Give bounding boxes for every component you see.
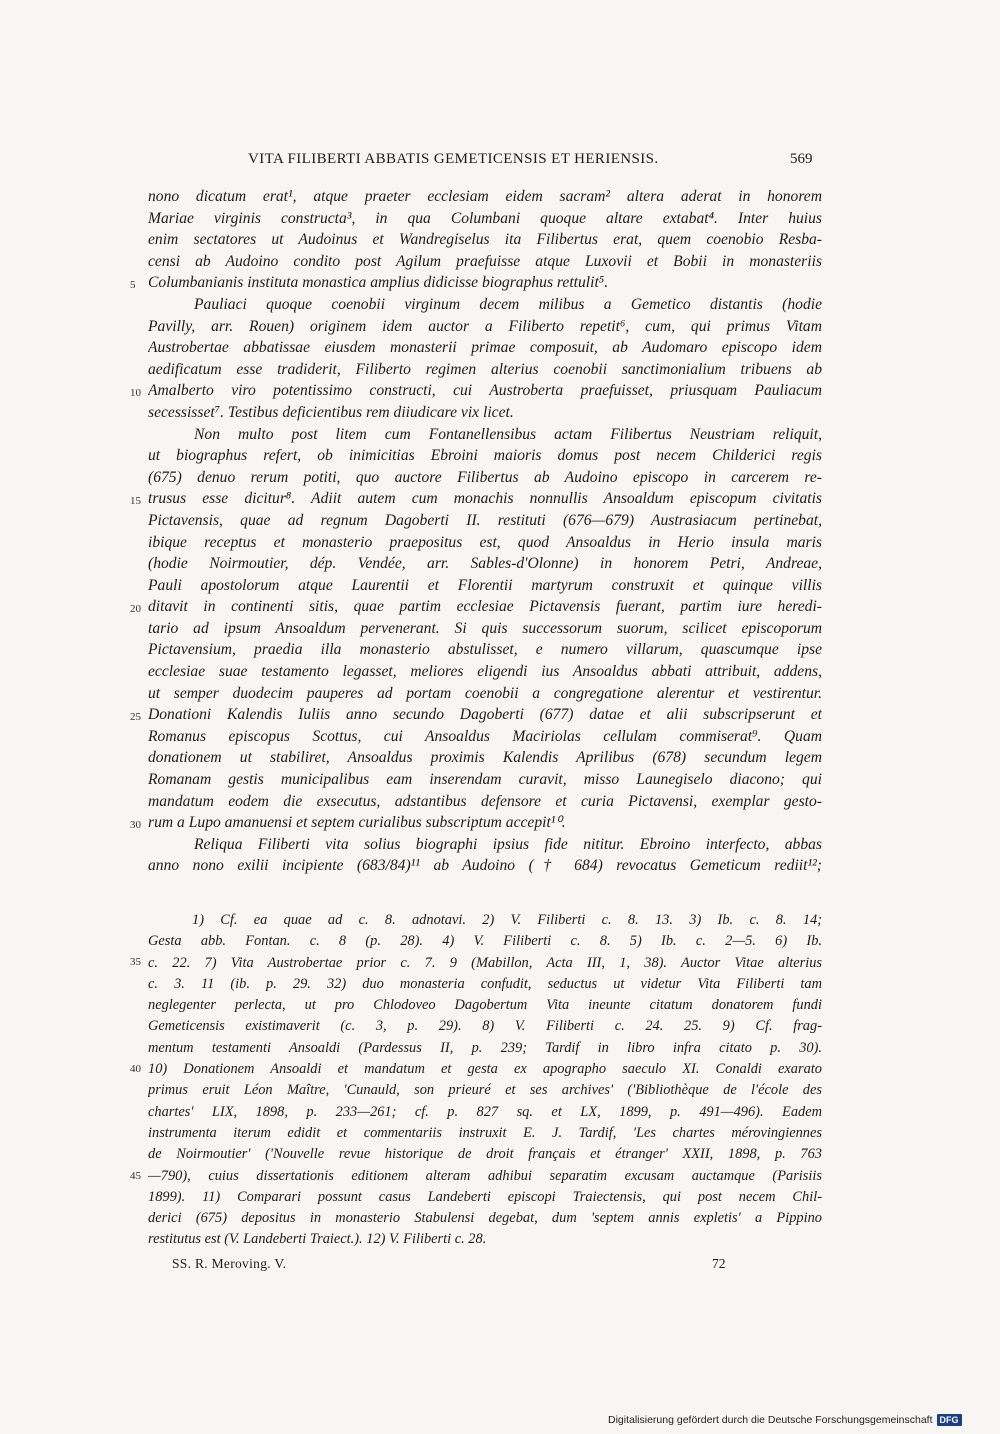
- text-line: donationem ut stabiliret, Ansoaldus proximis Kalendis Aprilibus (678) secundum legem: [148, 749, 822, 767]
- footnote-line: —790), cuius dissertationis editionem alteram adhibui separatim excusam auctamque (Parisiis: [148, 1167, 822, 1184]
- line-number: 10: [130, 387, 141, 399]
- line-number: 15: [130, 495, 141, 507]
- line-number: 25: [130, 711, 141, 723]
- text-line: ditavit in continenti sitis, quae partim ecclesiae Pictavensis fuerant, partim iure heredi-: [148, 598, 822, 616]
- text-line: ecclesiae suae testamento legasset, meliores eligendi ius Ansoaldus abbati attribuit, addens,: [148, 663, 822, 681]
- line-number: 30: [130, 819, 141, 831]
- text-line: anno nono exilii incipiente (683/84)¹¹ ab Audoino († 684) revocatus Gemeticum rediit¹²;: [148, 857, 822, 875]
- footnote-line: 1899). 11) Comparari possunt casus Landeberti episcopi Traiectensis, qui post necem Chil-: [148, 1188, 822, 1205]
- footnote-line: primus eruit Léon Maître, 'Cunauld, son prieuré et ses archives' ('Bibliothèque de l'école des: [148, 1082, 822, 1099]
- footnote-line: 1) Cf. ea quae ad c. 8. adnotavi. 2) V. Filiberti c. 8. 13. 3) Ib. c. 8. 14;: [192, 912, 822, 928]
- text-line: censi ab Audoino condito post Agilum praefuisse atque Luxovii et Bobii in monasteriis: [148, 252, 822, 270]
- footnote-line: Gemeticensis existimaverit (c. 3, p. 29). 8) V. Filiberti c. 24. 25. 9) Cf. frag-: [148, 1018, 822, 1035]
- text-line: nono dicatum erat¹, atque praeter ecclesiam eidem sacram² altera aderat in honorem: [148, 188, 822, 205]
- text-line: Reliqua Filiberti vita solius biographi ipsius fide nititur. Ebroino interfecto, abbas: [194, 835, 822, 853]
- series-title: SS. R. Meroving. V.: [172, 1256, 287, 1271]
- footnote-line: de Noirmoutier' ('Nouvelle revue historique de droit français et étranger' XXII, 1898, p. 763: [148, 1146, 822, 1163]
- text-line: ut semper duodecim pauperes ad portam coenobii a congregatione alerentur et vestirentur.: [148, 684, 822, 702]
- main-text: [148, 186, 822, 877]
- sheet-signature: 72: [712, 1256, 726, 1271]
- text-line: (675) denuo rerum potiti, quo auctore Filibertus ab Audoino episcopo in carcerem re-: [148, 468, 822, 486]
- page-number: 569: [790, 151, 813, 167]
- footnote-line: derici (675) depositus in monasterio Stabulensi degebat, dum 'septem annis expletis' a Pippino: [148, 1210, 822, 1227]
- text-line: mandatum eodem die exsecutus, adstantibus defensore et curia Pictavensi, exemplar gesto-: [148, 792, 822, 810]
- text-line: ut biographus refert, ob inimicitias Ebroini maioris domus post necem Childerici regis: [148, 447, 822, 465]
- text-line: (hodie Noirmoutier, dép. Vendée, arr. Sables-d'Olonne) in honorem Petri, Andreae,: [148, 555, 822, 573]
- digitization-credit: [608, 1414, 962, 1426]
- text-line: Romanam gestis municipalibus eam inserendam curavit, misso Launegiselo diacono; qui: [148, 771, 822, 789]
- text-line: Austrobertae abbatissae eiusdem monasterii primae composuit, ab Audomaro episcopo idem: [148, 339, 822, 357]
- text-line: aedificatum esse tradiderit, Filiberto regimen alterius coenobii sanctimonialium tribuens ab: [148, 360, 822, 378]
- footnote-line: c. 3. 11 (ib. p. 29. 32) duo monasteria confudit, seductus ut videtur Vita Filiberti tam: [148, 975, 822, 992]
- line-number: 20: [130, 603, 141, 615]
- footnote-line: restitutus est (V. Landeberti Traiect.). 12) V. Filiberti c. 28.: [148, 1231, 487, 1248]
- line-number: 35: [130, 956, 141, 968]
- footnote-line: mentum testamenti Ansoaldi (Pardessus II, p. 239; Tardif in libro infra citato p. 30).: [148, 1039, 822, 1056]
- line-number: 45: [130, 1170, 141, 1182]
- footnotes: [148, 910, 822, 1251]
- text-line: tario ad ipsum Ansoaldum pervenerant. Si quis successorum suorum, scilicet episcoporum: [148, 619, 822, 637]
- running-title: VITA FILIBERTI ABBATIS GEMETICENSIS ET HERIENSIS.: [248, 151, 659, 167]
- dfg-logo: DFG: [937, 1414, 962, 1426]
- text-line: Mariae virginis constructa³, in qua Columbani quoque altare extabat⁴. Inter huius: [148, 209, 822, 227]
- footnote-line: instrumenta iterum edidit et commentariis instruxit E. J. Tardif, 'Les chartes mérovingiennes: [148, 1124, 822, 1141]
- text-line: secessisset⁷. Testibus deficientibus rem diiudicare vix licet.: [148, 403, 514, 421]
- line-number: 5: [130, 279, 136, 291]
- text-line: Non multo post litem cum Fontanellensibus actam Filibertus Neustriam reliquit,: [194, 425, 822, 443]
- footnote-line: neglegenter perlecta, ut pro Chlodoveo Dagobertum Vita ineunte citatum donatorem fundi: [148, 997, 822, 1014]
- text-line: Pauli apostolorum atque Laurentii et Florentii martyrum construxit et quinque villis: [148, 576, 822, 594]
- text-line: trusus esse dicitur⁸. Adiit autem cum monachis nonnullis Ansoaldum episcopum civitatis: [148, 490, 822, 508]
- footnote-line: chartes' LIX, 1898, p. 233—261; cf. p. 827 sq. et LX, 1899, p. 491—496). Eadem: [148, 1103, 822, 1120]
- text-line: Amalberto viro potentissimo constructi, cui Austroberta praefuisset, priusquam Pauliacum: [148, 382, 822, 400]
- footnote-line: c. 22. 7) Vita Austrobertae prior c. 7. 9 (Mabillon, Acta III, 1, 38). Auctor Vitae alterius: [148, 954, 822, 971]
- text-line: Pictavensium, praedia illa monasterio abstulisset, e numero villarum, quascumque ipse: [148, 641, 822, 659]
- text-line: rum a Lupo amanuensi et septem curialibus subscriptum accepit¹⁰.: [148, 814, 566, 832]
- footnote-line: Gesta abb. Fontan. c. 8 (p. 28). 4) V. Filiberti c. 8. 5) Ib. c. 2—5. 6) Ib.: [148, 933, 822, 950]
- text-line: ibique receptus et monasterio praepositus est, quod Ansoaldus in Herio insula maris: [148, 533, 822, 551]
- line-number: 40: [130, 1063, 141, 1075]
- text-line: Columbanianis instituta monastica amplius didicisse biographus rettulit⁵.: [148, 274, 609, 292]
- footnote-line: 10) Donationem Ansoaldi et mandatum et gesta ex apographo saeculo XI. Conaldi exarato: [148, 1061, 822, 1078]
- text-line: Pauliaci quoque coenobii virginum decem milibus a Gemetico distantis (hodie: [194, 295, 822, 313]
- credit-text: Digitalisierung gefördert durch die Deutsche Forschungsgemeinschaft: [608, 1414, 933, 1426]
- text-line: Romanus episcopus Scottus, cui Ansoaldus Maciriolas cellulam commiserat⁹. Quam: [148, 727, 822, 745]
- text-line: enim sectatores ut Audoinus et Wandregiselus ita Filibertus erat, quem coenobio Resba-: [148, 231, 822, 249]
- text-line: Pavilly, arr. Rouen) originem idem auctor a Filiberto repetit⁶, cum, qui primus Vitam: [148, 317, 822, 335]
- text-line: Donationi Kalendis Iuliis anno secundo Dagoberti (677) datae et alii subscripserunt et: [148, 706, 822, 724]
- text-line: Pictavensis, quae ad regnum Dagoberti II. restituti (676—679) Austrasiacum pertinebat,: [148, 511, 822, 529]
